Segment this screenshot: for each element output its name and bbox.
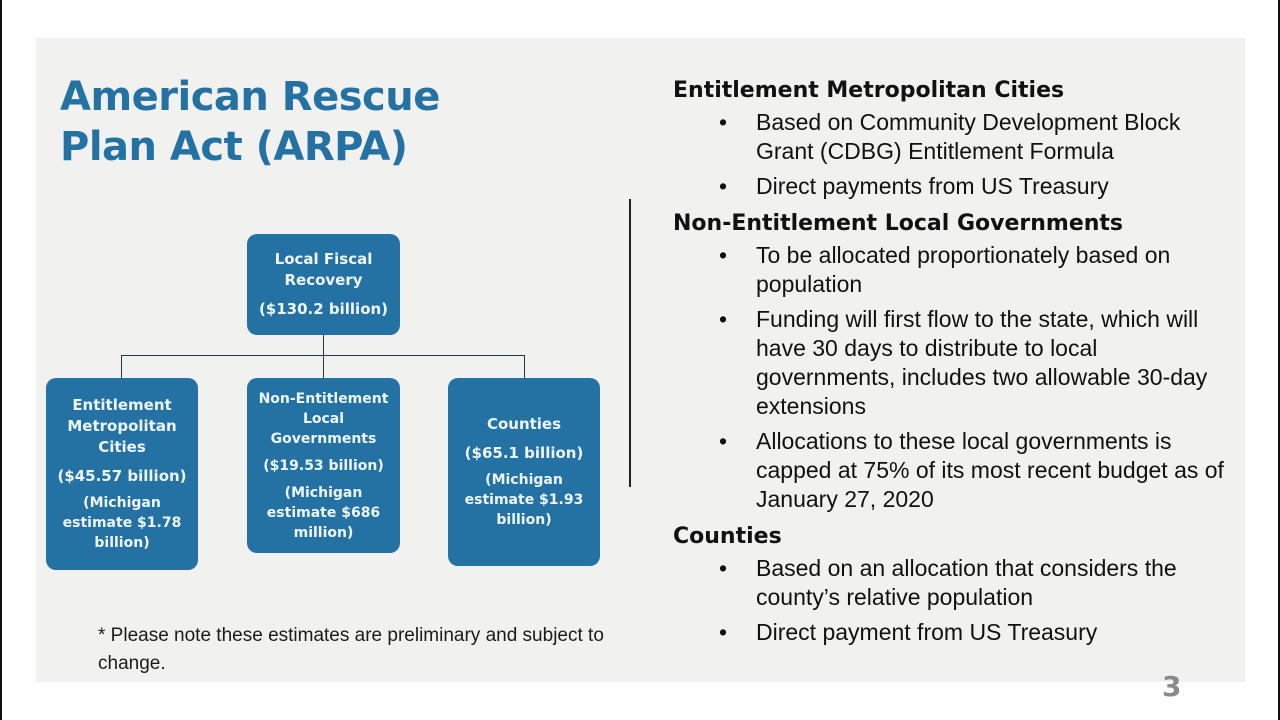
preliminary-note: * Please note these estimates are preliminary and subject to change. (98, 625, 604, 674)
root-box-local-fiscal-recovery (247, 234, 400, 335)
title-line-2: Plan Act (ARPA) (60, 124, 408, 170)
bullet-text: Direct payment from US Treasury (756, 619, 1098, 645)
bullet-icon: • (719, 306, 728, 332)
details-column (673, 74, 1233, 653)
bullet-text: To be allocated proportionately based on population (756, 242, 1171, 297)
child-box-counties (448, 378, 600, 566)
child-michigan-estimate: (Michigan estimate $1.93 billion) (464, 472, 584, 528)
section-heading: Non-Entitlement Local Governments (673, 211, 1124, 236)
connector-left-drop (121, 355, 122, 378)
bullet-list (673, 241, 1233, 514)
child-michigan-estimate: (Michigan estimate $1.78 billion) (62, 495, 182, 551)
section-entitlement-cities (673, 74, 1233, 201)
bullet-item (673, 427, 1233, 514)
window-edge-left (0, 0, 2, 720)
vertical-divider (629, 199, 631, 487)
bullet-list (673, 108, 1233, 201)
bullet-text: Based on Community Development Block Grant (CDBG) Entitlement Formula (756, 109, 1181, 164)
child-name: Non-Entitlement Local Governments (258, 390, 389, 447)
bullet-item (673, 172, 1233, 201)
connector-right-drop (524, 355, 525, 378)
connector-root-stem (323, 335, 324, 378)
section-non-entitlement (673, 207, 1233, 514)
section-counties (673, 520, 1233, 647)
child-name: Entitlement Metropolitan Cities (67, 396, 177, 456)
bullet-item (673, 554, 1233, 612)
root-name-line2: Recovery (284, 271, 363, 289)
bullet-text: Based on an allocation that considers the county’s relative population (756, 555, 1177, 610)
child-michigan-estimate: (Michigan estimate $686 million) (266, 484, 381, 541)
child-box-entitlement-cities (46, 378, 198, 570)
child-box-non-entitlement (247, 378, 400, 553)
bullet-icon: • (719, 555, 728, 581)
bullet-icon: • (719, 173, 728, 199)
bullet-item (673, 305, 1233, 421)
section-heading: Entitlement Metropolitan Cities (673, 78, 1065, 103)
bullet-item (673, 618, 1233, 647)
bullet-icon: • (719, 242, 728, 268)
bullet-text: Direct payments from US Treasury (756, 173, 1109, 199)
bullet-item (673, 108, 1233, 166)
bullet-list (673, 554, 1233, 647)
bullet-text: Allocations to these local governments is capped at 75% of its most recent budget as of January 27, 2020 (756, 428, 1224, 512)
title-line-1: American Rescue (60, 74, 440, 120)
child-name: Counties (486, 415, 562, 433)
root-amount: ($130.2 billion) (258, 300, 389, 318)
slide-page-number: 3 (1162, 670, 1182, 703)
bullet-icon: • (719, 109, 728, 135)
bullet-icon: • (719, 619, 728, 645)
bullet-item (673, 241, 1233, 299)
slide-title (60, 72, 440, 172)
child-amount: ($19.53 billion) (263, 457, 384, 474)
bullet-text: Funding will first flow to the state, which will have 30 days to distribute to local governments, includes two allowable 30-day extensions (756, 306, 1208, 419)
connector-horizontal (121, 355, 525, 356)
child-amount: ($65.1 billion) (464, 444, 584, 462)
child-amount: ($45.57 billion) (57, 467, 187, 485)
bullet-icon: • (719, 428, 728, 454)
root-name-line1: Local Fiscal (274, 250, 373, 268)
section-heading: Counties (673, 524, 782, 549)
